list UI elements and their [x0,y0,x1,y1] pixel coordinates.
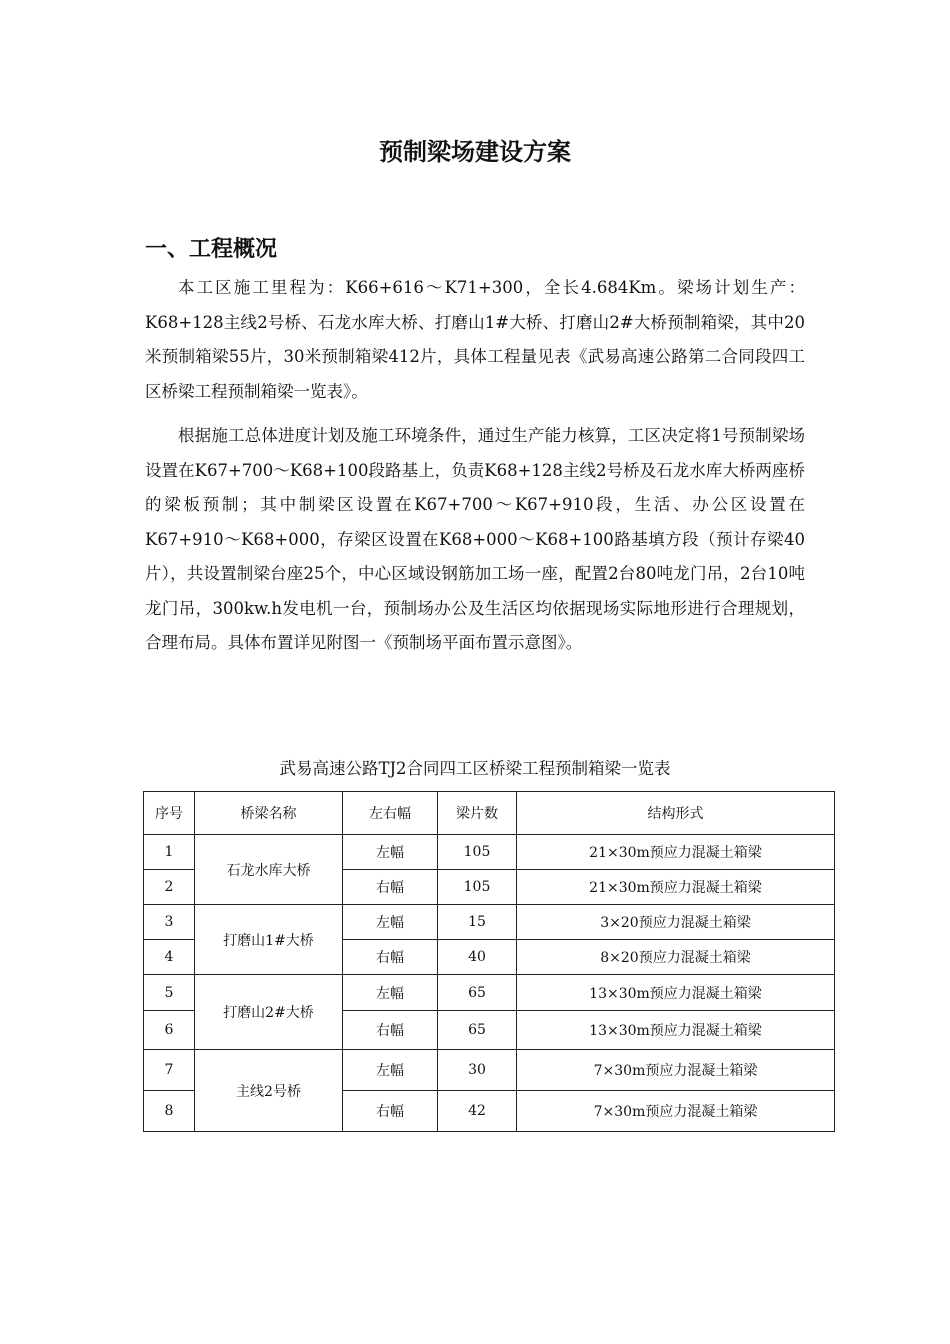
cell-side: 右幅 [343,940,438,975]
cell-structure: 7×30m预应力混凝土箱梁 [517,1091,835,1132]
table-row [144,975,835,1011]
cell-no: 4 [144,940,195,975]
precast-beam-table [143,791,835,1132]
cell-side: 右幅 [343,870,438,905]
cell-side: 右幅 [343,1091,438,1132]
header-no: 序号 [144,792,195,835]
cell-bridge-name: 打磨山2#大桥 [195,975,343,1050]
cell-count: 105 [438,870,517,905]
section-heading: 一、工程概况 [145,237,278,262]
cell-no: 1 [144,835,195,870]
paragraph-layout-plan: 根据施工总体进度计划及施工环境条件，通过生产能力核算，工区决定将1号预制梁场设置在K67+700～K68+100段路基上，负责K68+128主线2号桥及石龙水库大桥两座桥的梁板预制；其中制梁区设置在K67+700～K67+910段，生活、办公区设置在K67+910～K68+000，存梁区设置在K68+000～K68+100路基填方段（预计存梁40片），共设置制梁台座25个，中心区域设钢筋加工场一座，配置2台80吨龙门吊，2台10吨龙门吊，300kw.h发电机一台，预制场办公及生活区均依据现场实际地形进行合理规划，合理布局。具体布置详见附图一《预制场平面布置示意图》。 [145,426,805,652]
cell-bridge-name: 主线2号桥 [195,1050,343,1132]
cell-count: 105 [438,835,517,870]
cell-count: 15 [438,905,517,940]
cell-structure: 21×30m预应力混凝土箱梁 [517,870,835,905]
cell-side: 左幅 [343,905,438,940]
cell-count: 42 [438,1091,517,1132]
cell-side: 左幅 [343,835,438,870]
cell-side: 右幅 [343,1011,438,1050]
cell-side: 左幅 [343,1050,438,1091]
cell-no: 6 [144,1011,195,1050]
table-caption: 武易高速公路TJ2合同四工区桥梁工程预制箱梁一览表 [279,759,671,778]
cell-structure: 13×30m预应力混凝土箱梁 [517,975,835,1011]
cell-no: 5 [144,975,195,1011]
header-bridge-name: 桥梁名称 [195,792,343,835]
table-row [144,905,835,940]
header-side: 左右幅 [343,792,438,835]
table-header-row [144,792,835,835]
cell-structure: 3×20预应力混凝土箱梁 [517,905,835,940]
cell-bridge-name: 打磨山1#大桥 [195,905,343,975]
cell-count: 40 [438,940,517,975]
cell-structure: 13×30m预应力混凝土箱梁 [517,1011,835,1050]
table-row [144,835,835,870]
cell-structure: 21×30m预应力混凝土箱梁 [517,835,835,870]
cell-count: 65 [438,1011,517,1050]
cell-no: 3 [144,905,195,940]
cell-no: 8 [144,1091,195,1132]
paragraph-overview: 本工区施工里程为：K66+616～K71+300，全长4.684Km。梁场计划生产：K68+128主线2号桥、石龙水库大桥、打磨山1#大桥、打磨山2#大桥预制箱梁，其中20米预制箱梁55片，30米预制箱梁412片，具体工程量见表《武易高速公路第二合同段四工区桥梁工程预制箱梁一览表》。 [145,278,805,401]
document-title: 预制梁场建设方案 [379,138,571,166]
table-row [144,1050,835,1091]
cell-count: 30 [438,1050,517,1091]
cell-structure: 8×20预应力混凝土箱梁 [517,940,835,975]
cell-bridge-name: 石龙水库大桥 [195,835,343,905]
header-beam-count: 梁片数 [438,792,517,835]
header-structure: 结构形式 [517,792,835,835]
cell-no: 2 [144,870,195,905]
cell-no: 7 [144,1050,195,1091]
cell-count: 65 [438,975,517,1011]
cell-structure: 7×30m预应力混凝土箱梁 [517,1050,835,1091]
cell-side: 左幅 [343,975,438,1011]
